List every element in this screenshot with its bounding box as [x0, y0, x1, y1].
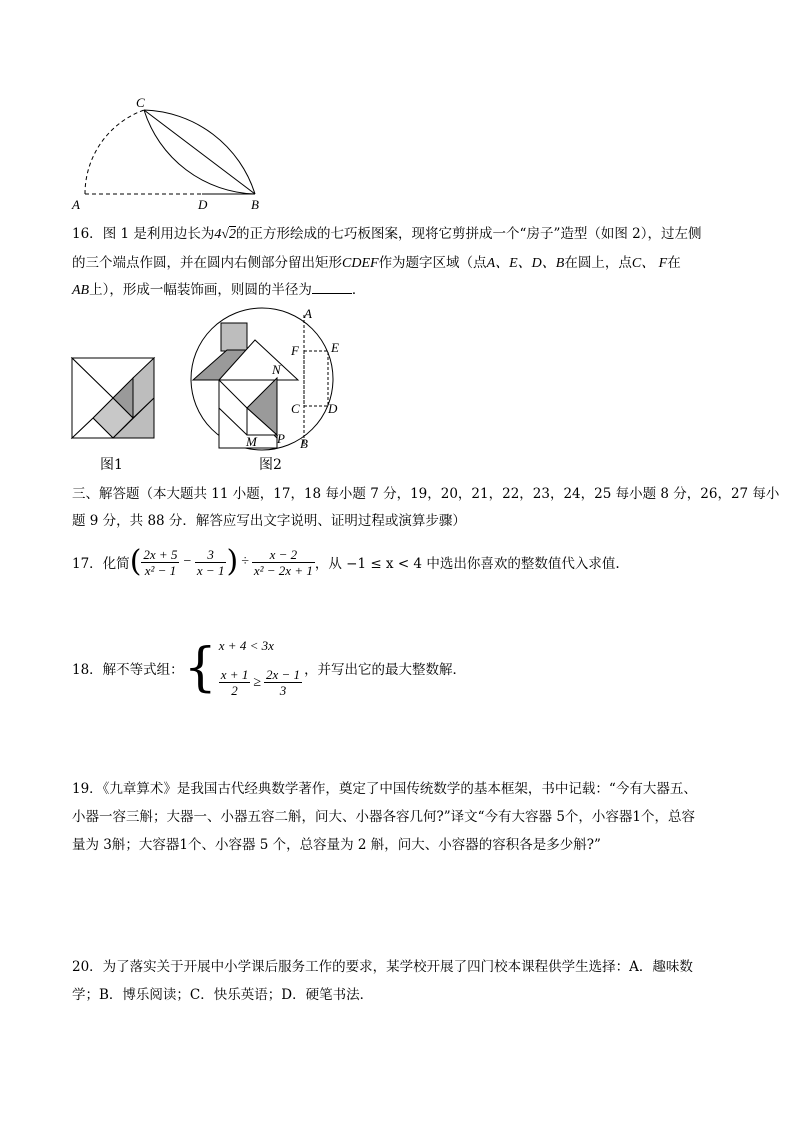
q18-f1-den: 2	[231, 683, 238, 698]
q20-line-2: 学；B．博乐阅读；C．快乐英语；D．硬笔书法．	[72, 987, 374, 1003]
coef-4: 4	[214, 227, 222, 242]
q16-line-1	[72, 221, 701, 248]
q16-line-2	[72, 250, 681, 277]
figure-2-caption: 图2	[259, 457, 282, 473]
question-number: 16．	[72, 226, 103, 242]
q17-fraction-2	[195, 547, 227, 578]
q16-text-b: 的正方形绘成的七巧板图案，现将它剪拼成一个“房子”造型（如图 2），过左侧	[236, 226, 702, 242]
q16-text-c: 的三个端点作圆，并在圆内右侧部分留出矩形	[72, 255, 342, 271]
rect-cdef: CDEF	[342, 256, 379, 271]
points-aedb: A、E、D、B	[486, 256, 565, 271]
geq-sign: ≥	[253, 674, 262, 690]
q17	[72, 542, 620, 582]
fig2-label-a: A	[304, 306, 312, 321]
fig2-label-c: C	[291, 401, 300, 416]
label-d: D	[198, 197, 208, 212]
paren-left: (	[129, 544, 142, 579]
q18	[72, 638, 466, 698]
answer-blank[interactable]	[312, 279, 352, 294]
fig2-label-e: E	[331, 340, 339, 355]
f2-den: x − 1	[196, 562, 225, 578]
label-a: A	[72, 197, 80, 212]
q19-line-1: 19．《九章算术》是我国古代经典数学著作，奠定了中国传统数学的基本框架，书中记载：“今有大器五、	[72, 781, 697, 797]
q19-line-2: 小器一容三斛；大器一、小器五容二斛，问大、小器各容几何?”译文“今有大容器 5个，小容器1个，总容	[72, 809, 696, 825]
paren-right: )	[226, 544, 239, 579]
brace: {	[183, 638, 217, 698]
q18-fraction-2	[264, 667, 302, 698]
fig2-label-p: P	[277, 431, 285, 446]
figure-2-house-circle	[185, 305, 350, 455]
f3-den: x² − 2x + 1	[253, 562, 313, 578]
label-b: B	[251, 197, 259, 212]
label-c: C	[136, 95, 145, 110]
q16-text-f: 在	[667, 255, 681, 271]
q16-text-end: ．	[351, 282, 366, 298]
sqrt-sign: √	[221, 227, 230, 242]
q16-text-g: 上），形成一幅装饰画，则圆的半径为	[89, 282, 312, 298]
q16-text-e: 在圆上，点	[564, 255, 632, 271]
chord-cb	[144, 110, 255, 194]
q18-text: ，并写出它的最大整数解．	[304, 662, 467, 678]
f3-num: x − 2	[252, 547, 315, 563]
minus-sign: −	[182, 554, 192, 569]
q18-f2-num: 2x − 1	[266, 667, 301, 682]
q17-number: 17．化简	[72, 556, 130, 572]
div-sign: ÷	[241, 554, 249, 569]
f2-num: 3	[195, 547, 227, 563]
q20-line-1: 20．为了落实关于开展中小学课后服务工作的要求，某学校开展了四门校本课程供学生选择：A．趣味数	[72, 959, 693, 975]
segment-ab: AB	[72, 283, 90, 298]
fig2-label-f: F	[291, 343, 299, 358]
dashed-arc	[85, 110, 144, 194]
figure-semicircle-lens	[70, 92, 270, 217]
points-cf: C、 F	[631, 256, 668, 271]
radicand-2: 2	[229, 227, 237, 242]
q16-text-a: 图 1 是利用边长为	[102, 226, 215, 242]
q19-line-3: 量为 3斛；大容器1个、小容器 5 个，总容量为 2 斛，问大、小容器的容积各是多少斛?”	[72, 837, 601, 853]
q17-fraction-3	[252, 547, 315, 578]
section-3-line-2: 题 9 分，共 88 分．解答应写出文字说明、证明过程或演算步骤）	[72, 513, 466, 529]
q18-f2-den: 3	[279, 683, 287, 698]
ineq-1: x + 4 < 3x	[218, 638, 274, 653]
figure-1-caption: 图1	[100, 457, 123, 473]
fig2-label-d: D	[328, 401, 338, 416]
q18-fraction-1	[219, 667, 251, 698]
q17-fraction-1	[141, 547, 179, 578]
figure-1-tangram	[70, 356, 156, 440]
q16-text-d: 作为题字区域（点	[378, 255, 487, 271]
f1-num: 2x + 5	[143, 546, 178, 562]
fig2-label-m: M	[246, 434, 257, 449]
ineq-2	[219, 667, 302, 698]
q16-line-3	[72, 277, 365, 304]
f1-den: x² − 1	[144, 562, 177, 578]
fig2-label-b: B	[300, 436, 308, 451]
fig2-label-n: N	[272, 362, 281, 377]
q18-f1-num: x + 1	[220, 667, 249, 682]
q18-number: 18．解不等式组：	[72, 662, 184, 678]
ineq-system	[219, 638, 302, 698]
q17-text: ，从 −1 ≤ x < 4 中选出你喜欢的整数值代入求值.	[314, 556, 620, 572]
section-3-line-1: 三、解答题（本大题共 11 小题，17，18 每小题 7 分，19，20，21，22，23，24，25 每小题 8 分，26，27 每小	[72, 486, 780, 502]
